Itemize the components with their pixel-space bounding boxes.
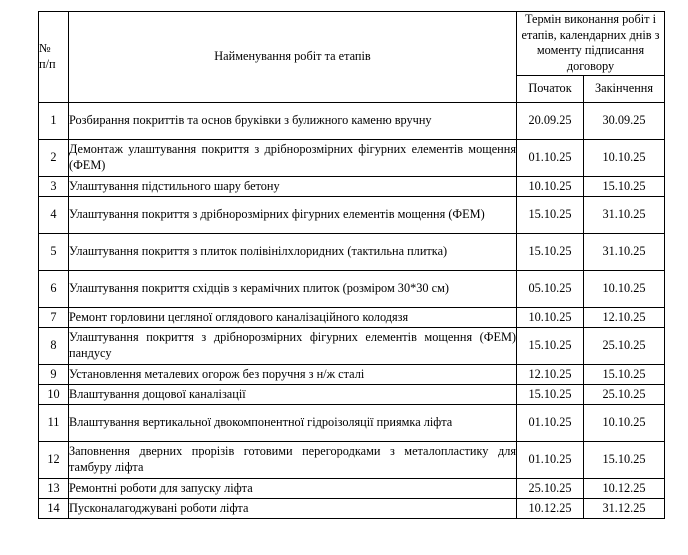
table-row (39, 478, 665, 498)
cell-start-date: 10.12.25 (517, 498, 584, 518)
cell-row-number: 12 (39, 441, 69, 478)
cell-start-date: 10.10.25 (517, 176, 584, 196)
cell-work-name: Ремонтні роботи для запуску ліфта (69, 478, 517, 498)
cell-work-name: Установлення металевих огорож без поручня з н/ж сталі (69, 364, 517, 384)
cell-row-number: 4 (39, 196, 69, 233)
cell-end-date: 10.10.25 (584, 404, 665, 441)
cell-end-date: 12.10.25 (584, 307, 665, 327)
header-number-abbrev: п/п (39, 56, 56, 71)
table-row (39, 139, 665, 176)
cell-end-date: 31.10.25 (584, 196, 665, 233)
cell-work-name: Демонтаж улаштування покриття з дрібнорозмірних фігурних елементів мощення (ФЕМ) (69, 139, 517, 176)
cell-start-date: 15.10.25 (517, 233, 584, 270)
cell-row-number: 14 (39, 498, 69, 518)
cell-row-number: 2 (39, 139, 69, 176)
cell-start-date: 25.10.25 (517, 478, 584, 498)
cell-work-name: Улаштування покриття з дрібнорозмірних фігурних елементів мощення (ФЕМ) (69, 196, 517, 233)
table-row (39, 233, 665, 270)
header-cell-end: Закінчення (584, 75, 665, 102)
table-header (39, 12, 665, 103)
cell-start-date: 12.10.25 (517, 364, 584, 384)
cell-row-number: 3 (39, 176, 69, 196)
cell-work-name: Улаштування покриття з дрібнорозмірних фігурних елементів мощення (ФЕМ) пандусу (69, 327, 517, 364)
cell-end-date: 31.12.25 (584, 498, 665, 518)
header-row-main (39, 12, 665, 76)
cell-end-date: 25.10.25 (584, 384, 665, 404)
cell-work-name: Улаштування покриття з плиток полівінілхлоридних (тактильна плитка) (69, 233, 517, 270)
cell-row-number: 11 (39, 404, 69, 441)
cell-work-name: Улаштування покриття східців з керамічних плиток (розміром 30*30 см) (69, 270, 517, 307)
header-cell-term: Термін виконання робіт і етапів, календарних днів з моменту підписання договору (517, 12, 665, 76)
table-row (39, 307, 665, 327)
cell-row-number: 1 (39, 102, 69, 139)
table-row (39, 196, 665, 233)
cell-end-date: 10.12.25 (584, 478, 665, 498)
table-row (39, 384, 665, 404)
header-cell-work-name: Найменування робіт та етапів (69, 12, 517, 103)
table-body (39, 102, 665, 518)
cell-row-number: 10 (39, 384, 69, 404)
cell-end-date: 10.10.25 (584, 270, 665, 307)
cell-end-date: 10.10.25 (584, 139, 665, 176)
cell-row-number: 5 (39, 233, 69, 270)
cell-start-date: 01.10.25 (517, 404, 584, 441)
cell-start-date: 10.10.25 (517, 307, 584, 327)
cell-end-date: 31.10.25 (584, 233, 665, 270)
cell-end-date: 15.10.25 (584, 176, 665, 196)
cell-end-date: 30.09.25 (584, 102, 665, 139)
cell-start-date: 01.10.25 (517, 441, 584, 478)
cell-end-date: 15.10.25 (584, 364, 665, 384)
table-row (39, 102, 665, 139)
table-row (39, 270, 665, 307)
cell-end-date: 25.10.25 (584, 327, 665, 364)
cell-work-name: Ремонт горловини цегляної оглядового каналізаційного колодязя (69, 307, 517, 327)
cell-work-name: Розбирання покриттів та основ бруківки з булижного каменю вручну (69, 102, 517, 139)
cell-start-date: 05.10.25 (517, 270, 584, 307)
cell-start-date: 15.10.25 (517, 327, 584, 364)
cell-row-number: 6 (39, 270, 69, 307)
cell-row-number: 7 (39, 307, 69, 327)
cell-row-number: 9 (39, 364, 69, 384)
works-schedule-table (38, 11, 665, 519)
table-row (39, 176, 665, 196)
cell-work-name: Заповнення дверних прорізів готовими перегородками з металопластику для тамбуру ліфта (69, 441, 517, 478)
header-cell-start: Початок (517, 75, 584, 102)
table-row (39, 364, 665, 384)
table-row (39, 498, 665, 518)
cell-start-date: 01.10.25 (517, 139, 584, 176)
cell-work-name: Пусконалагоджувані роботи ліфта (69, 498, 517, 518)
cell-start-date: 20.09.25 (517, 102, 584, 139)
cell-start-date: 15.10.25 (517, 196, 584, 233)
header-number-symbol: № (39, 41, 51, 56)
header-cell-number (39, 12, 69, 103)
cell-work-name: Влаштування вертикальної двокомпонентної гідроізоляції приямка ліфта (69, 404, 517, 441)
table-row (39, 327, 665, 364)
table-row (39, 441, 665, 478)
cell-end-date: 15.10.25 (584, 441, 665, 478)
cell-work-name: Улаштування підстильного шару бетону (69, 176, 517, 196)
cell-row-number: 13 (39, 478, 69, 498)
cell-work-name: Влаштування дощової каналізації (69, 384, 517, 404)
cell-start-date: 15.10.25 (517, 384, 584, 404)
cell-row-number: 8 (39, 327, 69, 364)
table-row (39, 404, 665, 441)
